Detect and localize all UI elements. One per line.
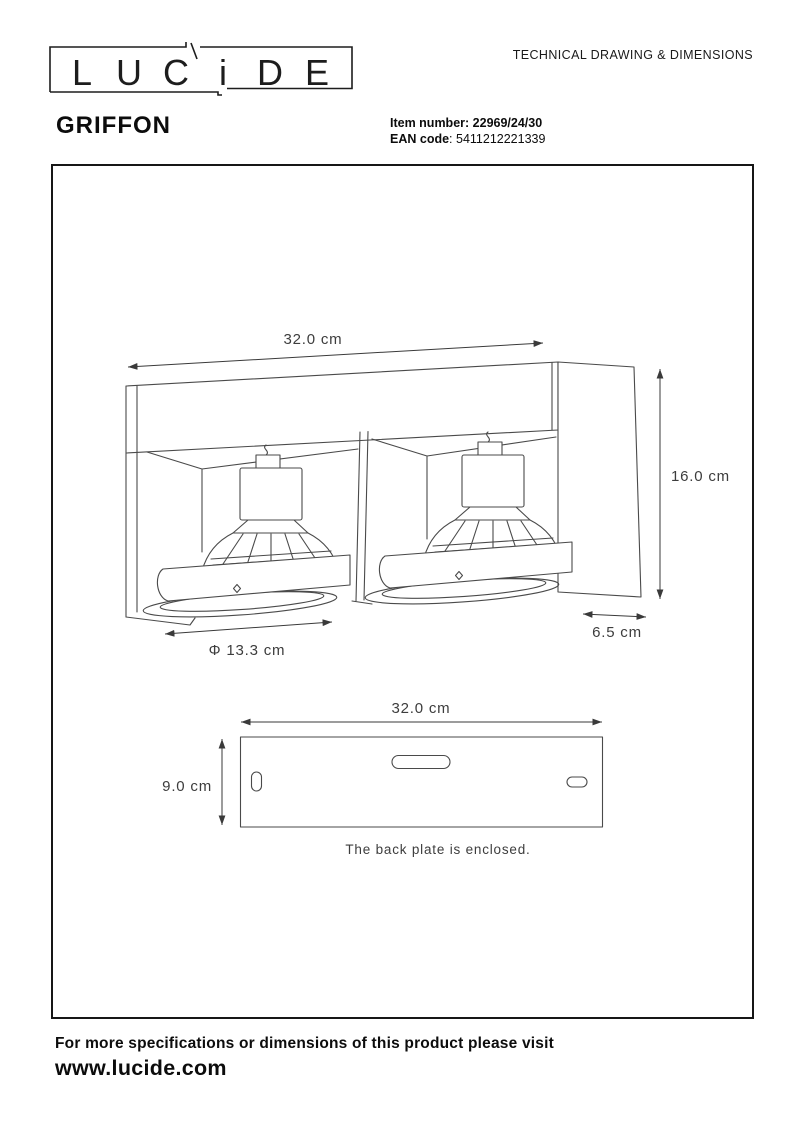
diameter-dimension-arrow [165,622,332,634]
logo-letter: i [219,52,227,93]
backplate-caption: The back plate is enclosed. [345,842,531,857]
item-number-row [390,116,545,132]
backplate-width-label: 32.0 cm [391,700,451,717]
depth-dimension-arrow [583,614,646,617]
lucide-logo [48,40,354,98]
depth-dimension-label: 6.5 cm [592,624,642,641]
logo-letter: L [71,52,93,93]
logo-letters [72,52,329,93]
logo-letter: U [116,52,142,93]
item-number-value: 22969/24/30 [469,116,543,130]
spotlight-left [142,445,350,622]
spotlight-right [364,432,572,609]
logo-letter: E [304,52,330,93]
item-number-label: Item number: [390,116,470,130]
diameter-dimension-label: Φ 13.3 cm [208,642,286,659]
ean-label: EAN code [390,131,450,146]
height-dimension-label: 16.0 cm [671,468,730,485]
footer [55,1035,554,1081]
footer-message: For more specifications or dimensions of this product please visit [55,1035,554,1052]
backplate-height-label: 9.0 cm [162,778,212,795]
width-dimension-label: 32.0 cm [283,331,343,348]
product-codes [390,116,545,147]
logo-letter: C [163,52,189,93]
fixture-divider [352,432,372,604]
product-name: GRIFFON [56,112,171,139]
fixture-drawing [126,362,641,625]
backplate-outline [241,737,603,827]
backplate-drawing [162,700,602,857]
document-title: TECHNICAL DRAWING & DIMENSIONS [512,48,753,62]
drawing-border [52,165,753,1018]
website-link[interactable]: www.lucide.com [55,1056,227,1080]
ean-row [390,132,545,148]
technical-drawing [50,163,755,1020]
logo-letter: D [257,52,283,93]
ean-value: : 5411212221339 [449,131,546,146]
